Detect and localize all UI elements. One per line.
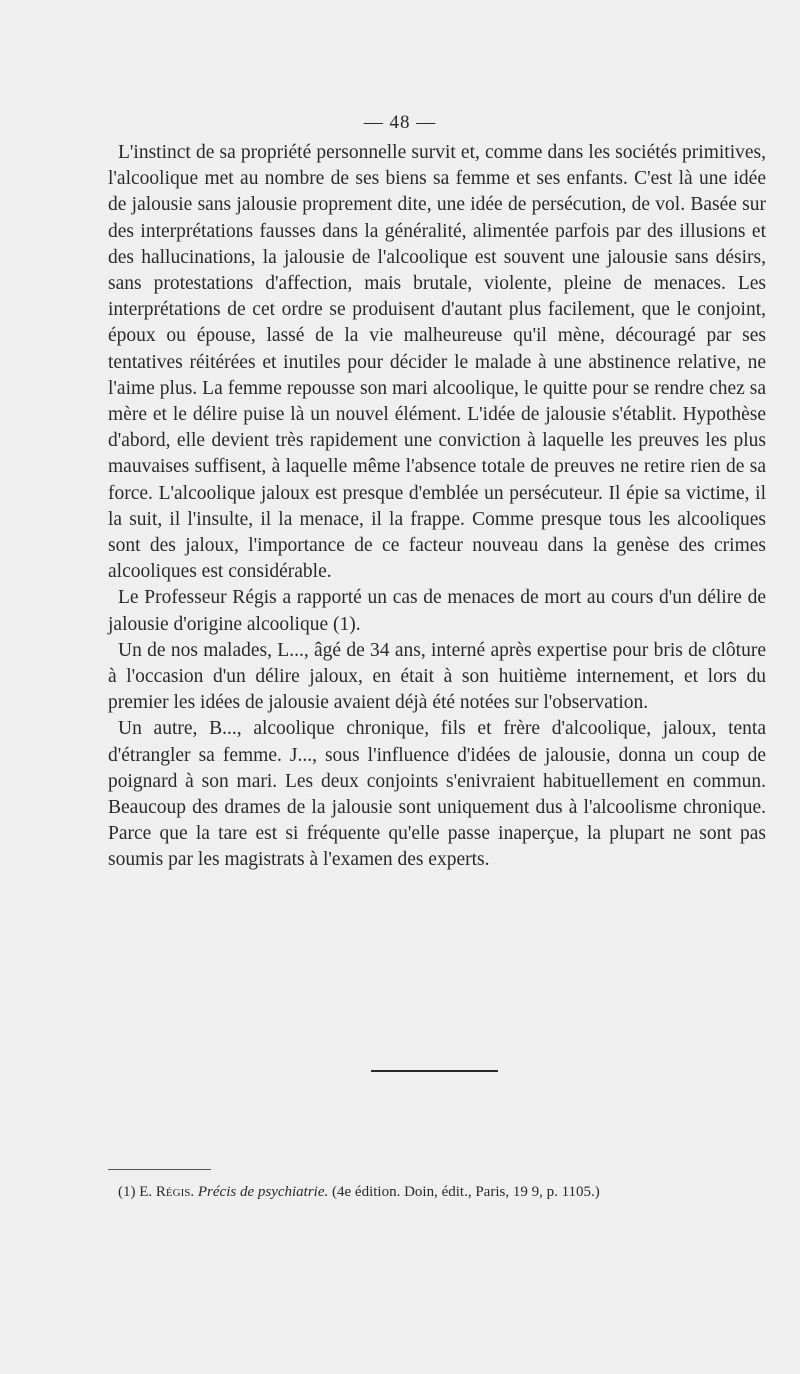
footnote: [118, 1182, 768, 1202]
body-text: [108, 140, 766, 874]
paragraph-4: Un autre, B..., alcoolique chronique, fils et frère d'alcoolique, jaloux, tenta d'étrangler sa femme. J..., sous l'influence d'idées de jalousie, donna un coup de poignard à son mari. Les deux conjoints s'enivraient habituellement en commun. Beaucoup des drames de la jalousie sont uniquement dus à l'alcoolisme chronique. Parce que la tare est si fréquente qu'elle passe inaperçue, la plupart ne sont pas soumis par les magistrats à l'examen des experts.: [108, 718, 766, 871]
paragraph-3: Un de nos malades, L..., âgé de 34 ans, interné après expertise pour bris de clôture à l'occasion d'un délire jaloux, en était à son huitième internement, et lors du premier les idées de jalousie avaient déjà été notées sur l'observation.: [108, 639, 766, 714]
footnote-author: E. Régis.: [139, 1184, 195, 1200]
footnote-details: (4e édition. Doin, édit., Paris, 19 9, p. 1105.): [332, 1184, 600, 1200]
paragraph-1: L'instinct de sa propriété personnelle survit et, comme dans les sociétés primitives, l'alcoolique met au nombre de ses biens sa femme et ses enfants. C'est là une idée de jalousie sans jalousie proprement dite, une idée de persécution, de vol. Basée sur des interprétations fausses dans la généralité, alimentée parfois par des illusions et des hallucinations, la jalousie de l'alcoolique est souvent une jalousie sans désirs, sans protestations d'affection, mais brutale, violente, pleine de menaces. Les interprétations de cet ordre se produisent d'autant plus facilement, que le conjoint, époux ou épouse, lassé de la vie malheureuse qu'il mène, découragé par ses tentatives réitérées et inutiles pour décider le malade à une abstinence relative, ne l'aime plus. La femme repousse son mari alcoolique, le quitte pour se rendre chez sa mère et le délire puise là un nouvel élément. L'idée de jalousie s'établit. Hypothèse d'abord, elle devient très rapidement une conviction à laquelle les preuves les plus mauvaises suffisent, à laquelle même l'absence totale de preuves ne retire rien de sa force. L'alcoolique jaloux est presque d'emblée un persécuteur. Il épie sa victime, il la suit, il l'insulte, il la menace, il la frappe. Comme presque tous les alcooliques sont des jaloux, l'importance de ce facteur nouveau dans la genèse des crimes alcooliques est considérable.: [108, 142, 766, 583]
section-separator: [371, 1070, 498, 1072]
page-number: — 48 —: [363, 112, 437, 133]
footnote-rule: [108, 1169, 211, 1170]
paragraph-2: Le Professeur Régis a rapporté un cas de menaces de mort au cours d'un délire de jalousie d'origine alcoolique (1).: [108, 587, 766, 635]
footnote-title: Précis de psychiatrie.: [197, 1184, 329, 1200]
footnote-marker: (1): [118, 1184, 136, 1200]
